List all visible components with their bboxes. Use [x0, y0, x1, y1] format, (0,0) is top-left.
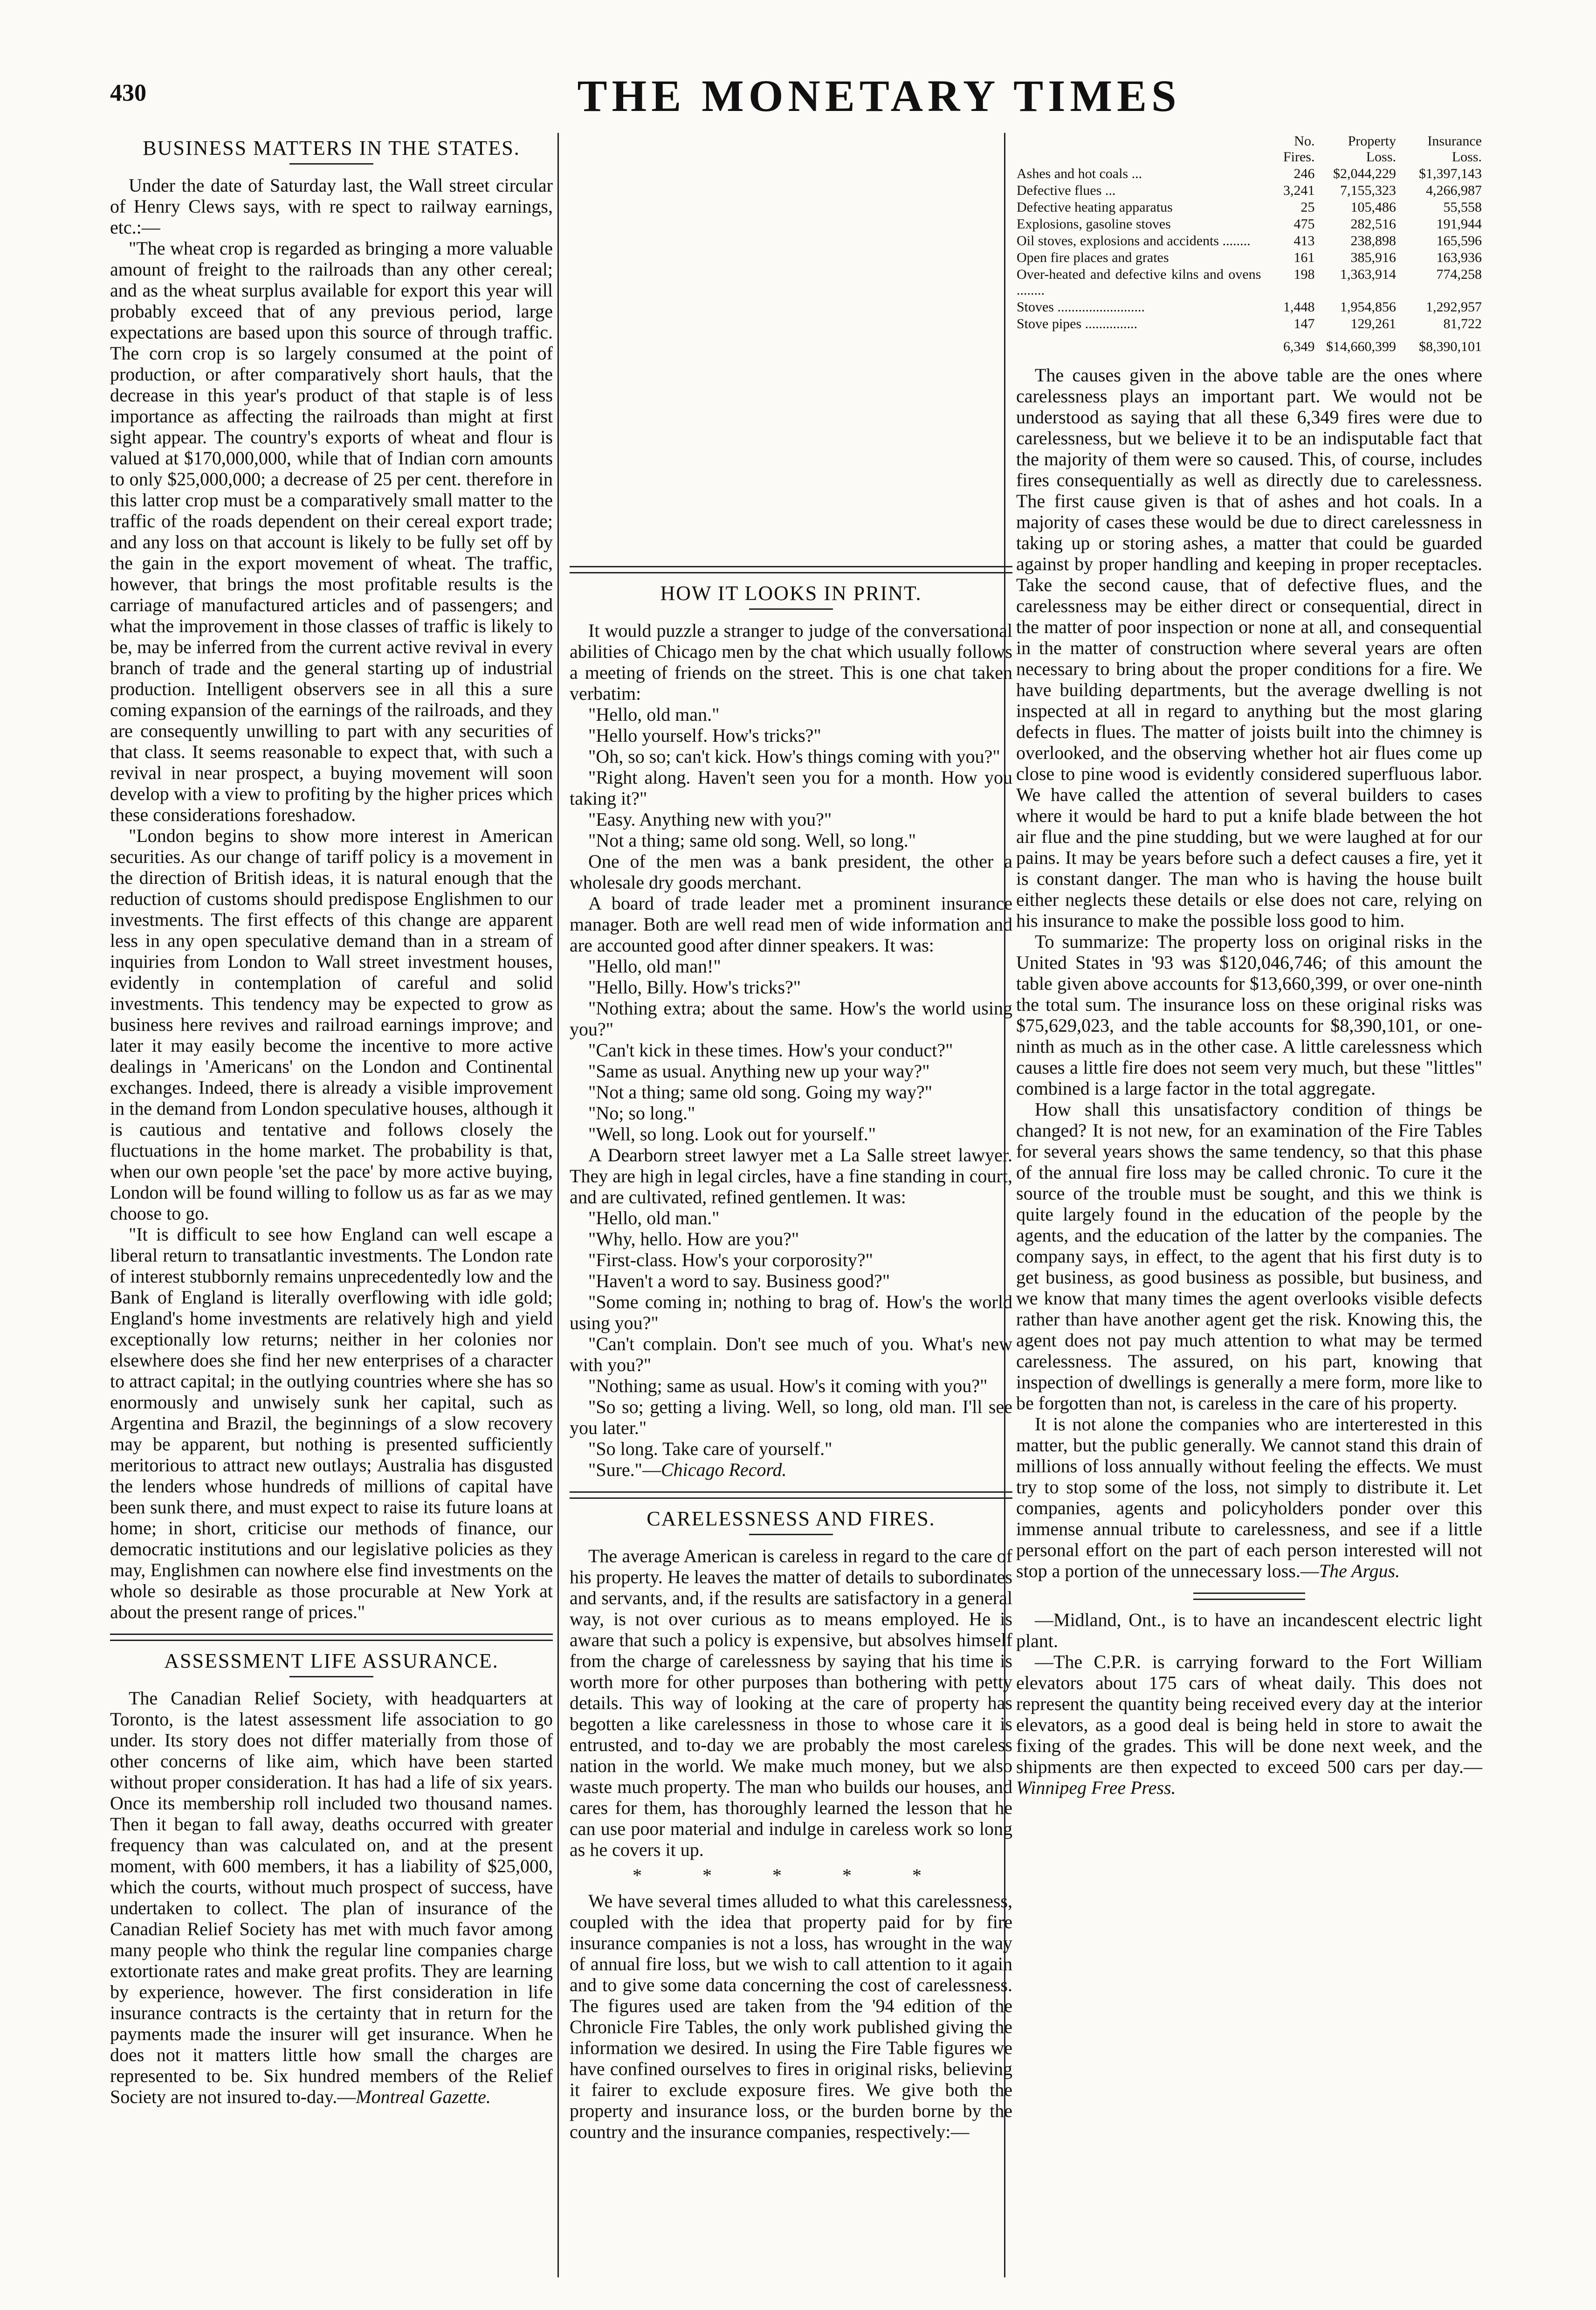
column-header: Property Loss. [1348, 133, 1396, 165]
cell-fires: 161 [1293, 250, 1315, 265]
section-stars: * * * * * [633, 1865, 949, 1886]
table-row [1016, 266, 1482, 299]
table-row [1016, 199, 1482, 216]
cell-insurance: 165,596 [1436, 233, 1482, 248]
dialogue-line: "So so; getting a living. Well, so long, old man. I'll see you later." [570, 1396, 1012, 1438]
article-paragraph: How shall this unsatisfactory condition of things be changed? It is not new, for an examination of the Fire Tables for several years shows the same tendency, so that this phase of the annual fire loss may be called chronic. To cure it the source of the trouble must be sought, and this we think is quite largely found in the education of the people by the agents, and the education of the latter by the companies. The company says, in effect, to the agent that his first duty is to get business, as good business as possible, but business, and we know that many times the agent overlooks visible defects rather than have another agent get the risk. Knowing this, the agent does not pay much attention to what may be termed carelessness. The assured, on his part, knowing that inspection of dwellings is generally a mere form, more like to be forgotten than not, is careless in the care of his property. [1016, 1099, 1482, 1414]
short-rule [749, 608, 833, 610]
dialogue-line: "Nothing; same as usual. How's it coming with you?" [588, 1375, 988, 1396]
column-header: No. Fires. [1283, 133, 1315, 165]
paragraph-text: It is not alone the companies who are interterested in this matter, but the public generally. We cannot stand this drain of millions of loss annually without feeling the effects. We must try to stop some of the loss, not simply to distribute it. Let companies, agents and policyholders ponder over this immense annual tribute to carelessness, and see if a little personal effort on the part of each person interested will not stop a portion of the unnecessary loss.— [1016, 1414, 1482, 1581]
cell-property: 385,916 [1350, 250, 1396, 265]
cell-cause: Stoves ......................... [1017, 299, 1145, 315]
short-rule [289, 1676, 373, 1677]
dialogue-line: "Oh, so so; can't kick. How's things coming with you?" [588, 746, 1000, 767]
article-paragraph: Under the date of Saturday last, the Wall street circular of Henry Clews says, with re spect to railway earnings, etc.:— [110, 175, 553, 238]
cell-fires: 413 [1293, 233, 1315, 248]
cell-insurance: 55,558 [1443, 200, 1482, 215]
cell-property: 7,155,323 [1340, 183, 1396, 198]
article-paragraph: "The wheat crop is regarded as bringing a more valuable amount of freight to the railroads than any other cereal; and as the wheat surplus available for export this year will probably exceed that of any previous period, large expectations are based upon this source of through traffic. The corn crop is so largely consumed at the point of production, or after comparatively short hauls, that the decrease in this year's product of that staple is of less importance as affecting the railroads than might at first sight appear. The country's exports of wheat and flour is valued at $170,000,000, while that of Indian corn amounts to only $25,000,000; a decrease of 25 per cent. therefore in this latter crop must be a comparatively small matter to the traffic of the roads dependent on their cereal export trade; and any loss on that account is likely to be fully set off by the gain in the export movement of wheat. The traffic, however, that brings the most profitable results is the carriage of manufactured articles and of passengers; and what the improvement in those classes of traffic is likely to be, may be inferred from the current active revival in every branch of trade and the general starting up of industrial production. Intelligent observers see in all this a sure coming expansion of the earnings of the railroads, and they are consequently unwilling to part with any securities of that class. It seems reasonable to expect that, with such a revival in near prospect, a buying movement will soon develop with a view to profiting by the higher prices which these considerations foreshadow. [110, 238, 553, 825]
column-2 [570, 555, 1012, 2142]
cell-cause: Explosions, gasoline stoves [1017, 216, 1171, 232]
dialogue-line: "First-class. How's your corporosity?" [588, 1249, 873, 1270]
cell-property: $2,044,229 [1333, 166, 1396, 181]
article-title-assessment: ASSESSMENT LIFE ASSURANCE. [164, 1649, 499, 1672]
dialogue-line: "Haven't a word to say. Business good?" [588, 1270, 890, 1291]
cell-property: 1,363,914 [1340, 267, 1396, 282]
cell-property: 105,486 [1350, 200, 1396, 215]
dialogue-line: One of the men was a bank president, the other a wholesale dry goods merchant. [570, 851, 1012, 893]
dialogue-line: "No; so long." [588, 1103, 695, 1124]
dialogue-line: "Hello, old man." [588, 1207, 720, 1228]
cell-fires: 1,448 [1283, 299, 1315, 315]
section-divider [1193, 1593, 1305, 1600]
cell-fires: 475 [1293, 216, 1315, 232]
article-title-print: HOW IT LOOKS IN PRINT. [660, 582, 922, 605]
news-note: —Midland, Ont., is to have an incandescent electric light plant. [1016, 1609, 1482, 1651]
cell-insurance: 191,944 [1436, 216, 1482, 232]
cell-insurance: $1,397,143 [1419, 166, 1482, 181]
column-divider [557, 133, 559, 2277]
cell-fires: 3,241 [1283, 183, 1315, 198]
cell-fires: 198 [1293, 267, 1315, 282]
short-rule [749, 1534, 833, 1535]
cell-cause: Open fire places and grates [1017, 250, 1169, 265]
page-number: 430 [110, 80, 146, 106]
column-1 [110, 133, 553, 2107]
dialogue-text: "Sure."— [588, 1459, 661, 1480]
cell-fires: 147 [1293, 316, 1315, 331]
cell-cause: Defective heating apparatus [1017, 200, 1173, 215]
section-divider [570, 566, 1012, 573]
total-fires: 6,349 [1283, 339, 1315, 354]
cell-cause: Stove pipes ............... [1017, 316, 1138, 331]
dialogue-line [570, 1459, 1012, 1480]
article-paragraph: The average American is careless in regard to the care of his property. He leaves the matter of details to subordinates and servants, and, if the results are satisfactory in a general way, is not over curious as to means employed. He is aware that such a policy is expensive, but absolves himself from the charge of carelessness by saying that his time is worth more for other purposes than bothering with petty details. This way of looking at the care of property has begotten a like carelessness in those to whose care it is entrusted, and to-day we are probably the most careless nation in the world. We make much money, but we also waste much property. The man who builds our houses, and cares for them, has thoroughly learned the lesson that he can use poor material and indulge in careless work so long as he covers it up. [570, 1545, 1012, 1860]
cell-fires: 246 [1293, 166, 1315, 181]
source-credit: The Argus. [1319, 1560, 1400, 1581]
cell-insurance: 4,266,987 [1426, 183, 1482, 198]
table-row [1016, 182, 1482, 199]
masthead [110, 70, 1508, 126]
article-paragraph: It would puzzle a stranger to judge of the conversational abilities of Chicago men by the chat which usually follows a meeting of friends on the street. This is one chat taken verbatim: [570, 620, 1012, 704]
news-note [1016, 1651, 1482, 1798]
article-paragraph [110, 1688, 553, 2107]
cell-property: 282,516 [1350, 216, 1396, 232]
table-header-row [1016, 133, 1482, 165]
table-row [1016, 233, 1482, 249]
total-property: $14,660,399 [1326, 339, 1396, 354]
table-row [1016, 216, 1482, 233]
table-total-row [1016, 332, 1482, 355]
cell-insurance: 774,258 [1436, 267, 1482, 282]
article-paragraph: The causes given in the above table are the ones where carelessness plays an important part. We would not be understood as saying that all these 6,349 fires were due to carelessness, but we believe it to be an indisputable fact that the majority of them were so caused. This, of course, includes fires consequentially as well as directly due to carelessness. The first cause given is that of ashes and hot coals. In a majority of cases these would be due to direct carelessness in taking up or storing ashes, a matter that could be guarded against by proper handling and keeping in proper receptacles. Take the second cause, that of defective flues, and the carelessness may be either direct or consequential, direct in the matter of poor inspection or none at all, and consequential in the matter of construction where several years are often necessary to bring about the proper conditions for a fire. We have building departments, but the average dwelling is not inspected at all in regard to anything but the most glaring defects in flues. The matter of joists built into the chimney is overlooked, and the observing whether hot air flues come up close to pine wood is evidently considered superfluous labor. We have called the attention of several builders to cases where it would be hard to put a knife blade between the hot air flue and the pine studding, but we were laughed at for our pains. It may be years before such a defect causes a fire, yet it is constant danger. The man who is having the house built either neglects these details or else does not care, relying on his insurance to make the possible loss good to him. [1016, 365, 1482, 931]
article-paragraph: "It is difficult to see how England can well escape a liberal return to transatlantic investments. The London rate of interest stubbornly remains unprecedentedly low and the Bank of England is literally overflowing with idle gold; England's home investments are relatively high and yield exceptionally low returns; neither in her colonies nor elsewhere does she find her new enterprises of a character to attract capital; in the outlying countries where she has so enormously and unwisely sunk her capital, such as Argentina and Brazil, the beginnings of a slow recovery may be apparent, but nothing is presented sufficiently meritorious to attract new outlays; Australia has disgusted the lenders whose hundreds of millions of capital have been sunk there, and must expect to raise its future loans at home; in short, criticise our methods of finance, our democratic institutions and our legislative policies as they may, Englishmen can nowhere else find investments on the whole so desirable as those procurable at New York at about the present range of prices." [110, 1224, 553, 1622]
dialogue-line: "Hello yourself. How's tricks?" [588, 725, 821, 746]
column-header: Insurance Loss. [1427, 133, 1482, 165]
total-insurance: $8,390,101 [1419, 339, 1482, 354]
source-credit: Chicago Record. [660, 1459, 787, 1480]
dialogue-line: "Nothing extra; about the same. How's the world using you?" [570, 998, 1012, 1040]
cell-property: 1,954,856 [1340, 299, 1396, 315]
cell-cause: Ashes and hot coals ... [1017, 166, 1142, 181]
section-divider [110, 1634, 553, 1641]
table-row [1016, 316, 1482, 332]
cell-insurance: 1,292,957 [1426, 299, 1482, 315]
cell-property: 238,898 [1350, 233, 1396, 248]
article-title-careless: CARELESSNESS AND FIRES. [647, 1507, 936, 1530]
dialogue-line: "Some coming in; nothing to brag of. How's the world using you?" [570, 1291, 1012, 1333]
cell-cause: Oil stoves, explosions and accidents ........ [1017, 233, 1251, 248]
dialogue-line: "Can't kick in these times. How's your conduct?" [588, 1040, 953, 1061]
dialogue-line: "Why, hello. How are you?" [588, 1228, 799, 1249]
dialogue-line: A Dearborn street lawyer met a La Salle street lawyer. They are high in legal circles, have a fine standing in court, and are cultivated, refined gentlemen. It was: [570, 1145, 1012, 1207]
dialogue-line: "Hello, old man." [588, 704, 720, 725]
cell-insurance: 163,936 [1436, 250, 1482, 265]
paragraph-text: The Canadian Relief Society, with headquarters at Toronto, is the latest assessment life association to go under. Its story does not differ materially from those of other concerns of like aim, which have been started without proper consideration. It has had a life of six years. Once its membership roll included two thousand names. Then it began to fall away, deaths occurred with greater frequency than was calculated on, and at the present moment, with 600 members, it has a liability of $25,000, which the courts, without much prospect of success, have undertaken to collect. The plan of insurance of the Canadian Relief Society has met with much favor among many people who think the regular line companies charge extortionate rates and make great profits. They are learning by experience, however. The first consideration in life insurance contracts is the certainty that in return for the payments made the insurer will get insurance. When he does not it matters little how small the charges are represented to be. Six hundred members of the Relief Society are not insured to-day.— [110, 1688, 553, 2107]
article-paragraph: To summarize: The property loss on original risks in the United States in '93 was $120,046,746; of this amount the table given above accounts for $13,660,399, or over one-ninth the total sum. The insurance loss on these original risks was $75,629,023, and the table accounts for $8,390,101, or one-ninth as much as in the other case. A little carelessness which causes a little fire does not seem very much, but these "littles" combined is a large factor in the total aggregate. [1016, 931, 1482, 1099]
table-row [1016, 249, 1482, 266]
article-paragraph [1016, 1414, 1482, 1581]
article-paragraph: "London begins to show more interest in American securities. As our change of tariff policy is a movement in the direction of British ideas, it is natural enough that the reduction of customs should predispose Englishmen to our investments. The first effects of this change are apparent less in any open speculative demand than in a stream of inquiries from London to Wall street investment houses, evidently in contemplation of careful and solid investments. This tendency may be expected to grow as business here revives and railroad earnings improve; and later it may easily become the incentive to more active dealings in 'Americans' on the London and Continental exchanges. Indeed, there is already a visible improvement in the demand from London speculative houses, although it is cautious and tentative and follows closely the fluctuations in the home market. The probability is that, when our own people 'set the pace' by more active buying, London will be found willing to follow us as far as we may choose to go. [110, 825, 553, 1224]
cell-cause: Over-heated and defective kilns and ovens ........ [1017, 267, 1261, 298]
cell-fires: 25 [1300, 200, 1315, 215]
dialogue-line: "So long. Take care of yourself." [588, 1438, 832, 1459]
paragraph-text: —The C.P.R. is carrying forward to the Fort William elevators about 175 cars of wheat daily. This does not represent the quantity being received every day at the interior elevators, as a good deal is being held in store to await the fixing of the grades. This will be done next week, and the shipments are then expected to exceed 500 cars per day.— [1016, 1651, 1482, 1777]
section-divider [570, 1491, 1012, 1499]
article-title-business: BUSINESS MATTERS IN THE STATES. [143, 137, 520, 159]
newspaper-title: THE MONETARY TIMES [577, 71, 1181, 121]
article-paragraph: We have several times alluded to what this carelessness, coupled with the idea that property paid for by fire insurance companies is not a loss, has wrought in the way of annual fire loss, but we wish to call attention to it again and to give some data concerning the cost of carelessness. The figures used are taken from the '94 edition of the Chronicle Fire Tables, the only work published giving the information we desired. In using the Fire Table figures we have confined ourselves to fires in original risks, believing it fairer to exclude exposure fires. We give both the property and insurance loss, or the burden borne by the country and the insurance companies, respectively:— [570, 1890, 1012, 2142]
column-3 [1016, 133, 1482, 1798]
dialogue-line: "Easy. Anything new with you?" [588, 809, 832, 830]
dialogue-line: A board of trade leader met a prominent insurance manager. Both are well read men of wide information and are accounted good after dinner speakers. It was: [570, 893, 1012, 956]
dialogue-line: "Well, so long. Look out for yourself." [588, 1124, 876, 1145]
dialogue-line: "Can't complain. Don't see much of you. What's new with you?" [570, 1333, 1012, 1375]
dialogue-line: "Not a thing; same old song. Going my way?" [588, 1082, 933, 1103]
source-credit: Montreal Gazette. [356, 2086, 491, 2107]
dialogue-line: "Hello, old man!" [588, 956, 721, 977]
source-credit: Winnipeg Free Press. [1016, 1777, 1176, 1798]
cell-cause: Defective flues ... [1017, 183, 1116, 198]
short-rule [289, 163, 373, 165]
fire-loss-table [1016, 133, 1482, 355]
dialogue-line: "Same as usual. Anything new up your way?" [588, 1061, 930, 1082]
cell-property: 129,261 [1350, 316, 1396, 331]
dialogue-line: "Hello, Billy. How's tricks?" [588, 977, 801, 998]
dialogue-line: "Right along. Haven't seen you for a month. How you taking it?" [570, 767, 1012, 809]
table-row [1016, 299, 1482, 316]
dialogue-line: "Not a thing; same old song. Well, so long." [588, 830, 916, 851]
cell-insurance: 81,722 [1443, 316, 1482, 331]
table-row [1016, 165, 1482, 182]
